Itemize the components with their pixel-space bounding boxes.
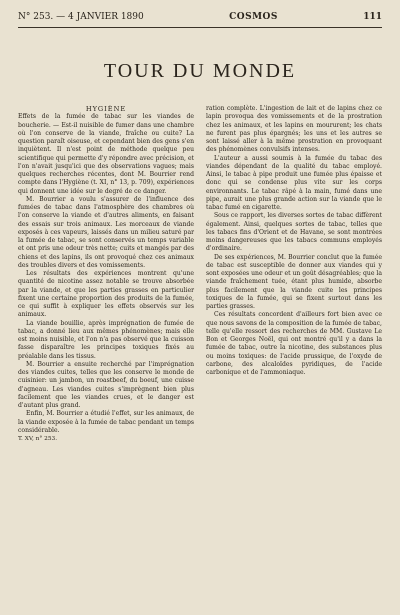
subsection-heading: HYGIÈNE — [85, 105, 127, 113]
paragraph: Effets de la fumée de tabac sur les viandes de boucherie. — Est-il nuisible de fumer dans une chambre où l'on conserve de la viande, fraîche ou cuite? La question paraît oiseuse, et cependant bien des gens s'en inquiètent. Il n'est point de méthode quelque peu scientifique qui permette d'y répondre avec précision, et l'on n'avait jusqu'ici que des observations vagues; mais quelques recherches récentes, dont M. Bourrier rend compte dans l'Hygiène (t. XI, n° 13, p. 709), expériences qui donnent une idée sur le degré de ce danger. — [18, 113, 194, 195]
journal-name: COSMOS — [229, 12, 278, 22]
running-header — [18, 10, 382, 24]
section-title: TOUR DU MONDE — [103, 60, 297, 82]
paragraph: La viande bouillie, après imprégnation de fumée de tabac, a donné lieu aux mêmes phénomènes; mais elle est moins nuisible, et l'on n'a pas observé que la cuisson fasse disparaître les principes toxiques fixés au préalable dans les tissus. — [18, 319, 194, 360]
volume-footnote: T. XV, n° 253. — [18, 436, 58, 442]
paragraph: Les résultats des expériences montrent qu'une quantité de nicotine assez notable se trouve absorbée par la viande, et que les parties grasses en particulier fixent une certaine proportion des produits de la fumée, ce qui suffit à expliquer les effets observés sur les animaux. — [18, 270, 194, 319]
page-number: 111 — [363, 12, 382, 22]
paragraph: Sous ce rapport, les diverses sortes de tabac diffèrent également. Ainsi, quelques sortes de tabac, telles que les tabacs fins d'Orient et de Havane, se sont montrées moins dangereuses que les tabacs communs employés d'ordinaire. — [206, 212, 382, 253]
paragraph: ration complète. L'ingestion de lait et de lapins chez ce lapin provoqua des vomissements et de la prostration chez les animaux, et les lapins en moururent; les chats ne furent pas plus épargnés; les uns et les autres se sont laissé aller à la même prostration en provoquant des phénomènes convulsifs intenses. — [206, 105, 382, 154]
paragraph: De ses expériences, M. Bourrier conclut que la fumée de tabac est susceptible de donner aux viandes qui y sont exposées une odeur et un goût désagréables; que la viande fraîchement tuée, étant plus humide, absorbe plus facilement que la viande cuite les principes toxiques de la fumée, qui se fixent surtout dans les parties grasses. — [206, 253, 382, 310]
paragraph: M. Bourrier a ensuite recherché par l'imprégnation des viandes cuites, telles que les conserve le monde de cuisinier: un jambon, un roastbeef, du boeuf, une cuisse d'agneau. Les viandes cuites s'imprègnent bien plus facilement que les viandes crues, et le danger est d'autant plus grand. — [18, 360, 194, 409]
paragraph: Enfin, M. Bourrier a étudié l'effet, sur les animaux, de la viande exposée à la fumée de tabac pendant un temps considérable. — [18, 410, 194, 434]
issue-line: N° 253. — 4 JANVIER 1890 — [18, 12, 144, 22]
paragraph: L'auteur a aussi soumis à la fumée du tabac des viandes dépendant de la qualité du tabac employé. Ainsi, le tabac à pipe produit une fumée plus épaisse et donc qui se condense plus vite sur les corps environnants. Le tabac râpé à la main, fumé dans une pipe, aurait une plus grande action sur la viande que le tabac fumé en cigarette. — [206, 154, 382, 211]
right-column — [206, 105, 382, 443]
header-rule — [18, 27, 382, 28]
paragraph: Ces résultats concordent d'ailleurs fort bien avec ce que nous savons de la composition de la fumée de tabac, telle qu'elle ressort des recherches de MM. Gustave Le Bon et Georges Noël, qui ont montré qu'il y a dans la fumée de tabac, outre la nicotine, des substances plus ou moins toxiques: de l'acide prussique, de l'oxyde de carbone, des alcaloïdes pyridiques, de l'acide carbonique et de l'ammoniaque. — [206, 311, 382, 376]
left-column — [18, 105, 194, 443]
paragraph: M. Bourrier a voulu s'assurer de l'influence des fumées de tabac dans l'atmosphère des chambres où l'on conserve la viande et d'autres aliments, en faisant des essais sur trois animaux. Les morceaux de viande exposés à ces vapeurs, laissés dans un milieu saturé par la fumée de tabac, se sont conservés un temps variable et ont pris une odeur très nette; cuits et mangés par des chiens et des lapins, ils ont provoqué chez ces animaux des troubles divers et des vomissements. — [18, 195, 194, 269]
two-column-body — [18, 105, 382, 443]
